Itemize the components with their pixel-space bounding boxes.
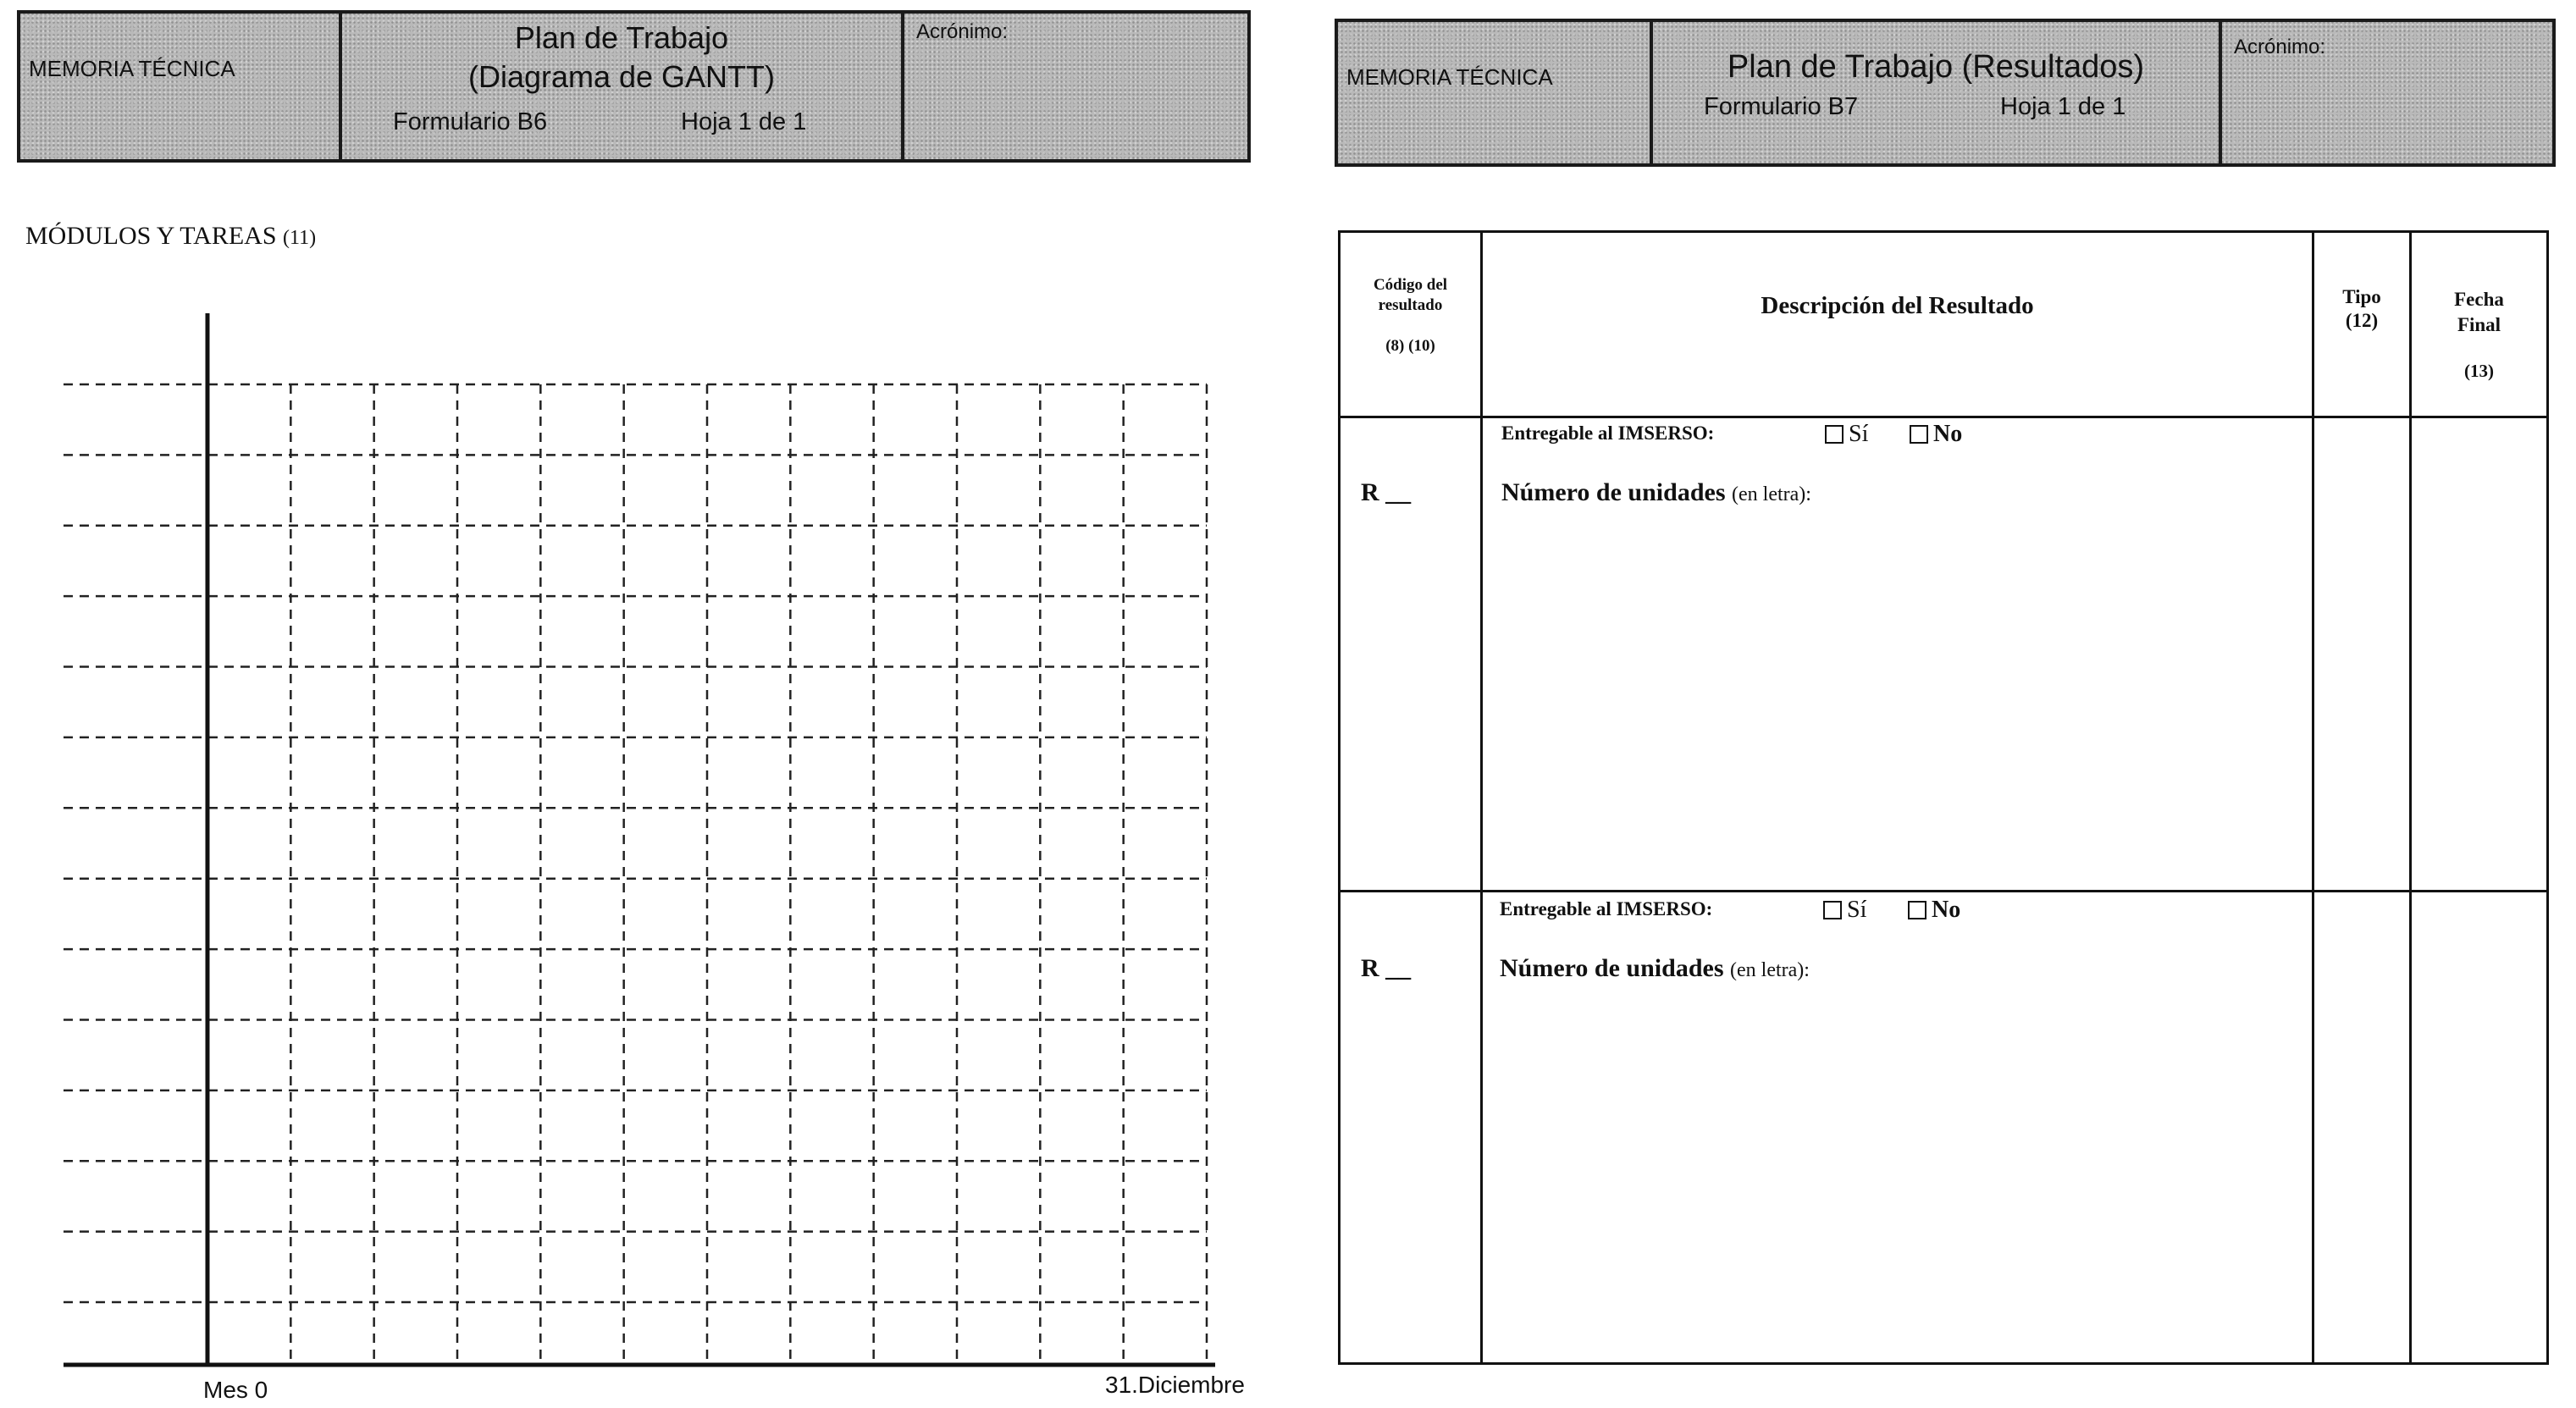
col-date-header [2412, 287, 2546, 384]
results-table [1338, 230, 2549, 1365]
b7-header [1335, 19, 2556, 167]
no-label: No [1932, 897, 1961, 923]
b7-page-label: Hoja 1 de 1 [2000, 93, 2126, 120]
col-code-line1: Código del [1373, 276, 1448, 294]
col-date-ref: (13) [2464, 361, 2494, 381]
col-line-code [1480, 233, 1483, 1362]
b7-title-cell [1653, 22, 2219, 163]
gantt-grid [64, 384, 1207, 1365]
b7-acronym-cell [2222, 22, 2552, 163]
col-code-line2: resultado [1378, 296, 1443, 314]
deliverable-question [1500, 897, 1961, 923]
units-line[interactable] [1500, 954, 1810, 983]
col-type-header [2314, 285, 2409, 333]
yes-option[interactable] [1825, 421, 1868, 448]
no-option[interactable] [1908, 897, 1960, 924]
col-date-line1: Fecha [2454, 289, 2504, 310]
no-option[interactable] [1910, 421, 1962, 448]
b6-acronym-label: Acrónimo: [916, 20, 1009, 43]
b7-title: Plan de Trabajo (Resultados) [1727, 49, 2145, 85]
col-type-label: Tipo [2342, 286, 2381, 307]
deliverable-label: Entregable al IMSERSO: [1501, 422, 1715, 444]
b7-section-label: MEMORIA TÉCNICA [1346, 64, 1553, 90]
no-checkbox[interactable] [1910, 425, 1928, 444]
gantt-axis-end-label: 31.Diciembre [1105, 1372, 1245, 1398]
yes-label: Sí [1849, 421, 1869, 447]
yes-checkbox[interactable] [1823, 901, 1842, 919]
col-line-type [2409, 233, 2412, 1362]
gantt-chart [0, 0, 1270, 1408]
gantt-axis-start-label: Mes 0 [203, 1377, 268, 1403]
col-date-line2: Final [2457, 314, 2501, 335]
row-line-1 [1341, 890, 2546, 892]
yes-label: Sí [1847, 897, 1867, 923]
result-code[interactable]: R __ [1361, 478, 1412, 506]
units-note: (en letra): [1730, 959, 1810, 981]
b6-title-line1: Plan de Trabajo [514, 20, 729, 55]
units-note: (en letra): [1732, 483, 1811, 505]
result-code[interactable]: R __ [1361, 954, 1412, 982]
deliverable-question [1501, 421, 1963, 447]
b7-acronym-label: Acrónimo: [2234, 36, 2326, 58]
yes-checkbox[interactable] [1825, 425, 1844, 444]
modules-tasks-ref: (11) [283, 227, 317, 249]
yes-option[interactable] [1823, 897, 1866, 924]
col-description-header: Descripción del Resultado [1761, 292, 2034, 319]
no-label: No [1933, 421, 1963, 447]
units-label: Número de unidades [1501, 478, 1726, 506]
modules-tasks-label: MÓDULOS Y TAREAS [25, 222, 277, 250]
no-checkbox[interactable] [1908, 901, 1926, 919]
b6-section-label: MEMORIA TÉCNICA [29, 56, 235, 81]
col-line-desc [2312, 233, 2314, 1362]
b7-form-label: Formulario B7 [1704, 93, 1859, 120]
col-code-header [1341, 275, 1480, 356]
b7-section-cell [1338, 22, 1651, 163]
units-label: Número de unidades [1500, 954, 1724, 982]
col-type-ref: (12) [2345, 310, 2379, 331]
b6-title-line2: (Diagrama de GANTT) [467, 59, 776, 94]
row-line-header [1341, 416, 2546, 418]
b6-form-label: Formulario B6 [393, 108, 548, 135]
deliverable-label: Entregable al IMSERSO: [1500, 898, 1713, 919]
b6-page-label: Hoja 1 de 1 [681, 108, 807, 135]
col-code-ref: (8) (10) [1385, 337, 1435, 355]
units-line[interactable] [1501, 478, 1811, 507]
